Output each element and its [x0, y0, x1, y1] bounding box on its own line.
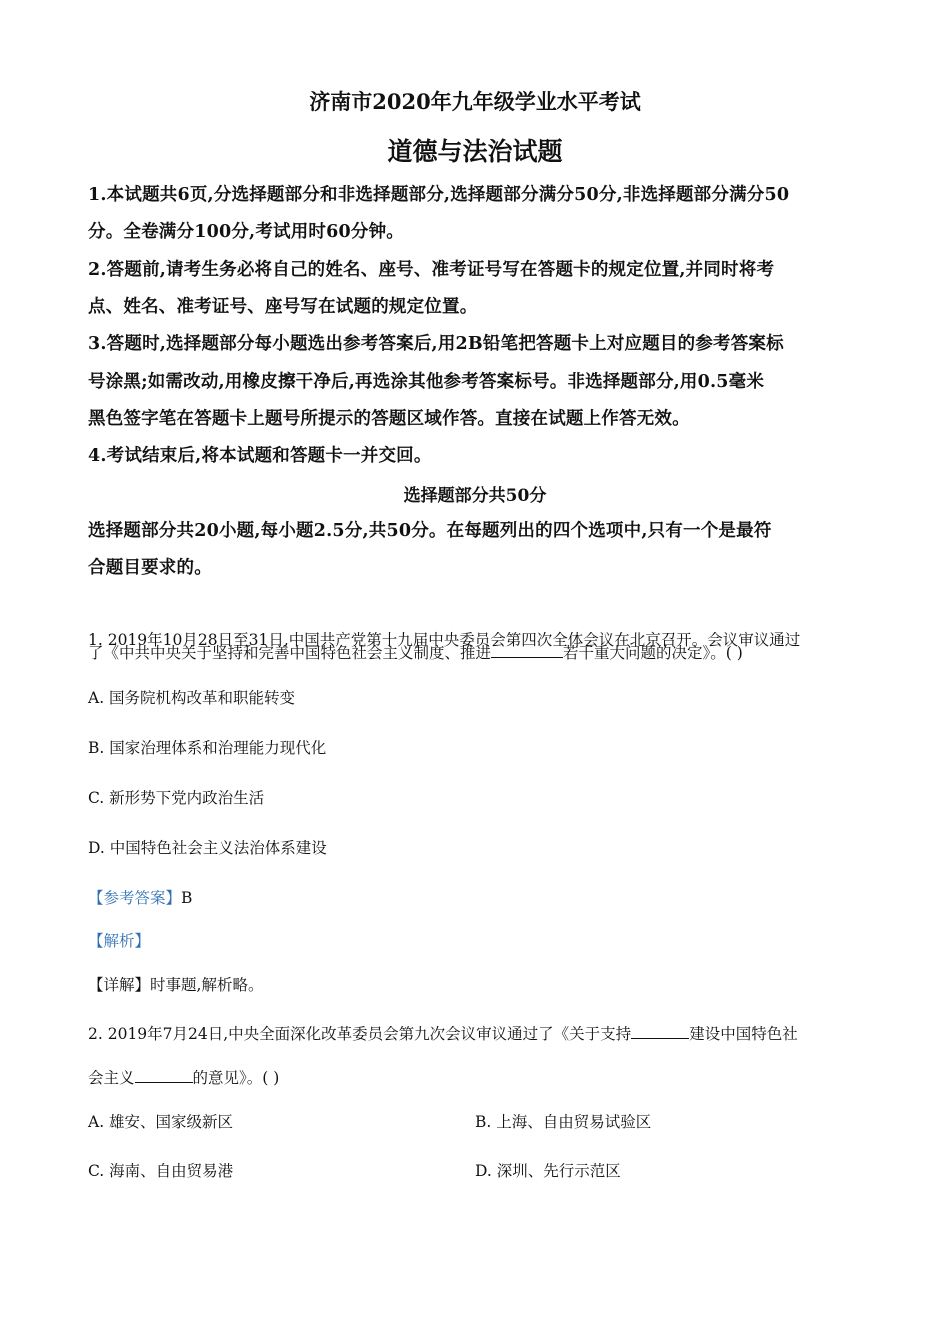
detail-row: [88, 973, 263, 995]
subject-title: 道德与法治试题: [387, 137, 563, 166]
question-1-option-c: C. 新形势下党内政治生活: [88, 789, 265, 807]
fill-blank: [135, 1081, 193, 1083]
section-desc-line: 合题目要求的。: [88, 558, 212, 578]
fill-blank: [631, 1037, 689, 1039]
question-2-option-d: D. 深圳、先行示范区: [475, 1162, 621, 1180]
section-title: 选择题部分共50分: [403, 486, 547, 506]
exam-title: 济南市2020年九年级学业水平考试: [309, 89, 641, 114]
question-1-option-a: A. 国务院机构改革和职能转变: [88, 689, 296, 707]
question-2-stem-part: 建设中国特色社: [689, 1025, 798, 1043]
answer-value: B: [181, 889, 193, 907]
instruction-line: 点、姓名、准考证号、座号写在试题的规定位置。: [88, 297, 478, 317]
question-2-option-c: C. 海南、自由贸易港: [88, 1162, 234, 1180]
question-2-option-b: B. 上海、自由贸易试验区: [475, 1113, 652, 1131]
question-1-stem: 1. 2019年10月28日至31日,中国共产党第十九届中央委员会第四次全体会议在北京召开。会议审议通过: [88, 631, 801, 649]
question-2-stem-part: 2. 2019年7月24日,中央全面深化改革委员会第九次会议审议通过了《关于支持: [88, 1025, 632, 1043]
instruction-line: 4.考试结束后,将本试题和答题卡一并交回。: [88, 446, 432, 466]
instruction-line: 分。全卷满分100分,考试用时60分钟。: [88, 222, 404, 242]
question-2-stem-line2: [88, 1066, 279, 1088]
fill-blank: [491, 656, 563, 658]
analysis-tag: 【解析】: [88, 932, 151, 950]
instruction-line: 3.答题时,选择题部分每小题选出参考答案后,用2B铅笔把答题卡上对应题目的参考答案标: [88, 334, 784, 354]
question-2-stem: [88, 1022, 798, 1044]
section-desc-line: 选择题部分共20小题,每小题2.5分,共50分。在每题列出的四个选项中,只有一个是最符: [88, 521, 772, 541]
question-2-option-a: A. 雄安、国家级新区: [88, 1113, 234, 1131]
question-1-stem-part: 了《中共中央关于坚持和完善中国特色社会主义制度、推进: [88, 644, 492, 662]
question-1-stem-part: 若干重大问题的决定》。( ): [563, 644, 743, 662]
answer-row: [88, 886, 192, 908]
question-2-stem-part: 的意见》。( ): [192, 1069, 280, 1087]
question-2-stem-part: 会主义: [88, 1069, 135, 1087]
instruction-line: 1.本试题共6页,分选择题部分和非选择题部分,选择题部分满分50分,非选择题部分满分50: [88, 185, 790, 205]
instruction-line: 号涂黑;如需改动,用橡皮擦干净后,再选涂其他参考答案标号。非选择题部分,用0.5毫米: [88, 372, 765, 392]
detail-tag: 【详解】: [88, 976, 151, 994]
question-1-stem-line2: [88, 641, 743, 663]
instruction-line: 黑色签字笔在答题卡上题号所提示的答题区域作答。直接在试题上作答无效。: [88, 409, 690, 429]
answer-tag: 【参考答案】: [88, 889, 182, 907]
question-1-option-d: D. 中国特色社会主义法治体系建设: [88, 839, 327, 857]
instruction-line: 2.答题前,请考生务必将自己的姓名、座号、准考证号写在答题卡的规定位置,并同时将考: [88, 260, 775, 280]
question-1-option-b: B. 国家治理体系和治理能力现代化: [88, 739, 327, 757]
detail-text: 时事题,解析略。: [150, 976, 264, 994]
